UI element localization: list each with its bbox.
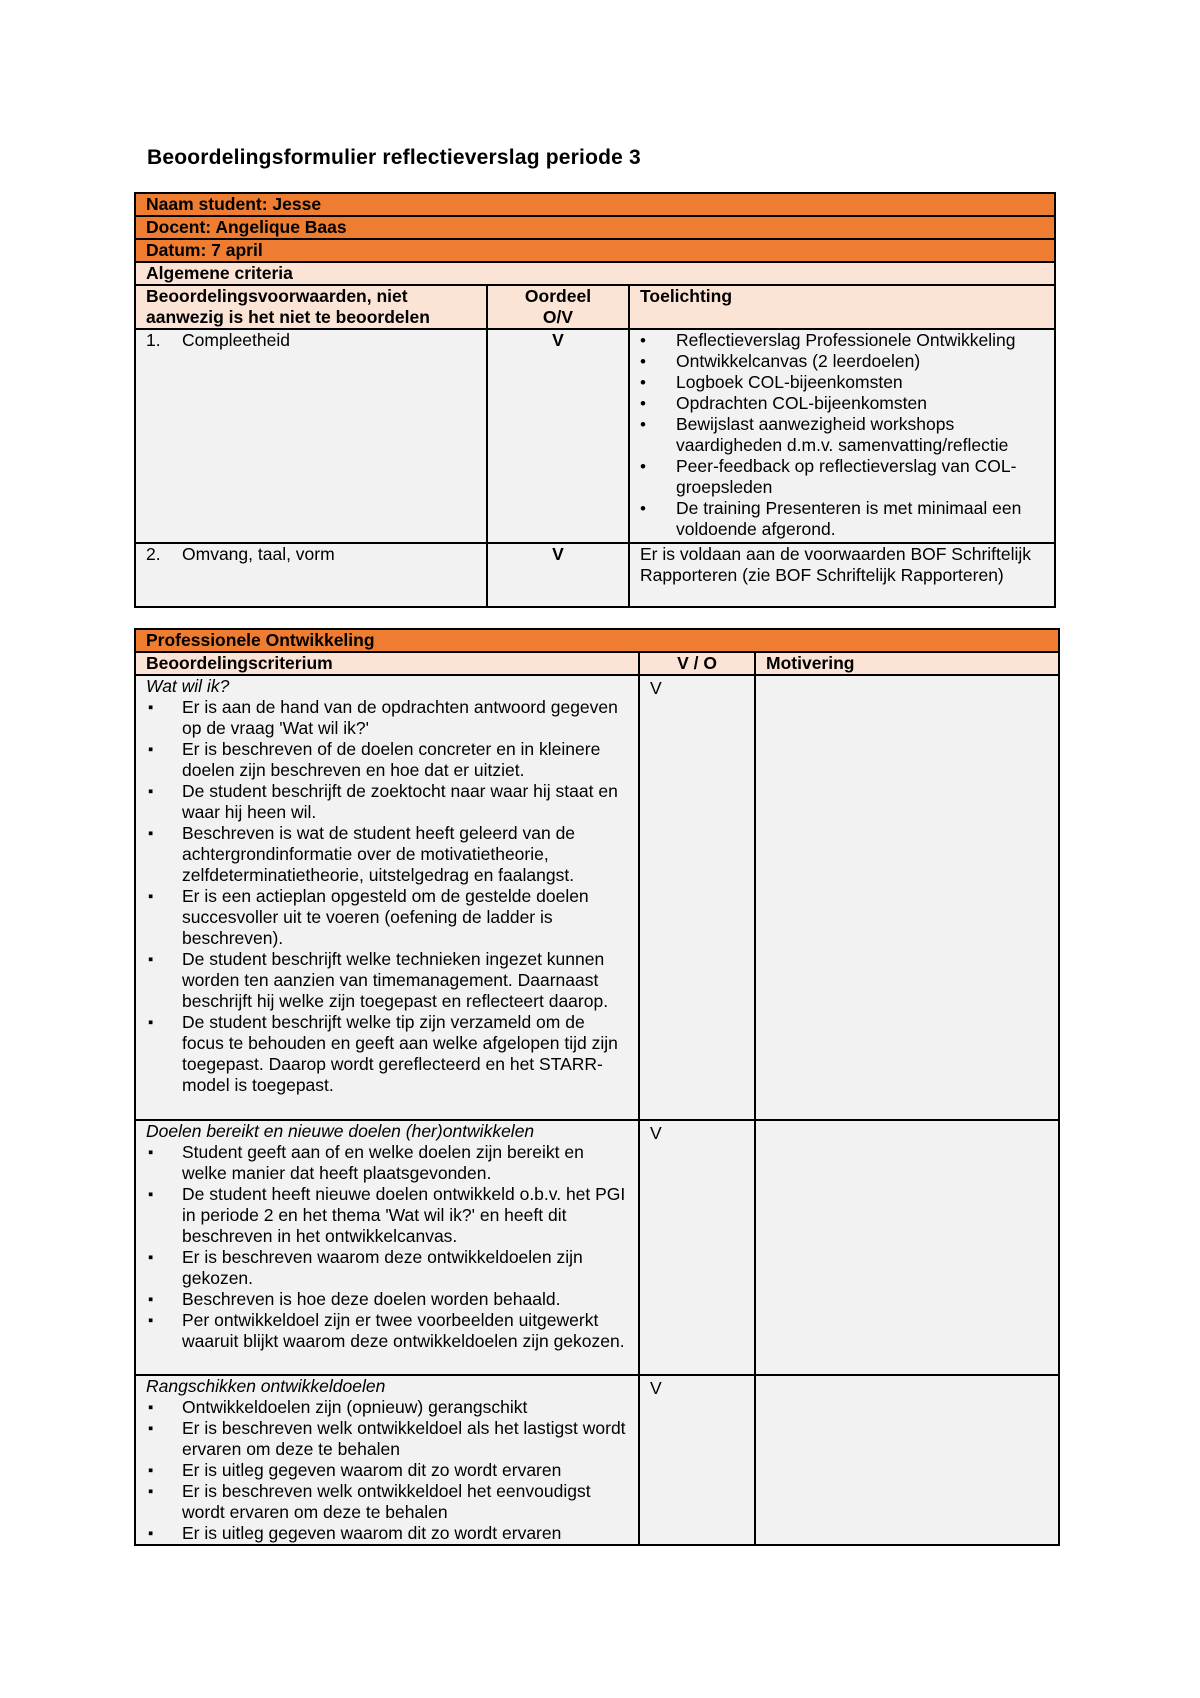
- explanation-text: Er is voldaan aan de voorwaarden BOF Schriftelijk Rapporteren (zie BOF Schriftelijk Rapporteren): [629, 543, 1055, 607]
- list-item: ▪ Er is uitleg gegeven waarom dit zo wordt ervaren: [146, 1523, 628, 1544]
- general-criteria-table: [134, 192, 1056, 608]
- motivation-cell: [755, 675, 1059, 1120]
- list-item: • Reflectieverslag Professionele Ontwikkeling: [640, 330, 1044, 351]
- criterion-section: [135, 1375, 639, 1545]
- list-item: • Opdrachten COL-bijeenkomsten: [640, 393, 1044, 414]
- explanation-cell: [629, 329, 1055, 543]
- list-item: ▪ Ontwikkeldoelen zijn (opnieuw) gerangschikt: [146, 1397, 628, 1418]
- list-item: ▪ Beschreven is hoe deze doelen worden behaald.: [146, 1289, 628, 1310]
- criterion-size-language-form: [135, 543, 487, 607]
- criterion-list: [146, 1142, 628, 1352]
- score-value: V: [639, 675, 755, 1120]
- student-name: Naam student: Jesse: [135, 193, 1055, 216]
- professional-development-table: [134, 628, 1060, 1546]
- date-row: [135, 239, 1055, 262]
- criterion-label: Omvang, taal, vorm: [182, 544, 335, 564]
- list-item: • Logboek COL-bijeenkomsten: [640, 372, 1044, 393]
- completeness-list: [640, 330, 1044, 540]
- general-heading-row: [135, 262, 1055, 285]
- col-header-motivation: Motivering: [755, 652, 1059, 675]
- criterion-completeness: [135, 329, 487, 543]
- assessment-date: Datum: 7 april: [135, 239, 1055, 262]
- list-item: ▪ Er is beschreven waarom deze ontwikkeldoelen zijn gekozen.: [146, 1247, 628, 1289]
- list-item: ▪ Beschreven is wat de student heeft geleerd van de achtergrondinformatie over de motivatietheorie, zelfdeterminatietheorie, uitstelgedrag en faalangst.: [146, 823, 628, 886]
- table-row: [135, 1120, 1059, 1375]
- general-column-headers: [135, 285, 1055, 329]
- criterion-label: Compleetheid: [182, 330, 290, 350]
- list-item: ▪ Student geeft aan of en welke doelen zijn bereikt en welke manier dat heeft plaatsgevonden.: [146, 1142, 628, 1184]
- docent-name: Docent: Angelique Baas: [135, 216, 1055, 239]
- criterion-section: [135, 675, 639, 1120]
- list-item: ▪ De student beschrijft welke tip zijn verzameld om de focus te behouden en geeft aan welke afgelopen tijd zijn toegepast. Daarop wordt gereflecteerd en het STARR-model is toegepast.: [146, 1012, 628, 1096]
- docent-row: [135, 216, 1055, 239]
- table-row: [135, 543, 1055, 607]
- list-item: • Bewijslast aanwezigheid workshops vaardigheden d.m.v. samenvatting/reflectie: [640, 414, 1044, 456]
- list-item: ▪ Er is beschreven of de doelen concreter en in kleinere doelen zijn beschreven en hoe dat er uitziet.: [146, 739, 628, 781]
- table-row: [135, 675, 1059, 1120]
- list-item: ▪ De student beschrijft welke technieken ingezet kunnen worden ten aanzien van timemanagement. Daarnaast beschrijft hij welke zijn toegepast en reflecteert daarop.: [146, 949, 628, 1012]
- col-header-criterion: Beoordelingscriterium: [135, 652, 639, 675]
- list-item: • Ontwikkelcanvas (2 leerdoelen): [640, 351, 1044, 372]
- judgement-value: V: [487, 329, 629, 543]
- table-row: [135, 329, 1055, 543]
- list-item: ▪ Er is een actieplan opgesteld om de gestelde doelen succesvoller uit te voeren (oefening de ladder is beschreven).: [146, 886, 628, 949]
- criterion-number: 2.: [146, 544, 161, 564]
- col-header-score: V / O: [639, 652, 755, 675]
- motivation-cell: [755, 1375, 1059, 1545]
- list-item: ▪ De student heeft nieuwe doelen ontwikkeld o.b.v. het PGI in periode 2 en het thema 'Wat wil ik?' en heeft dit beschreven in het ontwikkelcanvas.: [146, 1184, 628, 1247]
- list-item: • Peer-feedback op reflectieverslag van COL-groepsleden: [640, 456, 1044, 498]
- table-row: [135, 1375, 1059, 1545]
- criterion-number: 1.: [146, 330, 161, 350]
- col-header-explanation: Toelichting: [629, 285, 1055, 329]
- list-item: ▪ Er is aan de hand van de opdrachten antwoord gegeven op de vraag 'Wat wil ik?': [146, 697, 628, 739]
- col-header-conditions: Beoordelingsvoorwaarden, niet aanwezig is het niet te beoordelen: [135, 285, 487, 329]
- judgement-value: V: [487, 543, 629, 607]
- professional-heading: Professionele Ontwikkeling: [135, 629, 1059, 652]
- page-title: Beoordelingsformulier reflectieverslag periode 3: [147, 146, 641, 169]
- score-value: V: [639, 1375, 755, 1545]
- general-criteria-heading: Algemene criteria: [135, 262, 1055, 285]
- professional-column-headers: [135, 652, 1059, 675]
- professional-heading-row: [135, 629, 1059, 652]
- list-item: ▪ De student beschrijft de zoektocht naar waar hij staat en waar hij heen wil.: [146, 781, 628, 823]
- list-item: • De training Presenteren is met minimaal een voldoende afgerond.: [640, 498, 1044, 540]
- student-row: [135, 193, 1055, 216]
- list-item: ▪ Per ontwikkeldoel zijn er twee voorbeelden uitgewerkt waaruit blijkt waarom deze ontwikkeldoelen zijn gekozen.: [146, 1310, 628, 1352]
- section-heading: Doelen bereikt en nieuwe doelen (her)ontwikkelen: [146, 1121, 535, 1141]
- list-item: ▪ Er is beschreven welk ontwikkeldoel het eenvoudigst wordt ervaren om deze te behalen: [146, 1481, 628, 1523]
- criterion-section: [135, 1120, 639, 1375]
- list-item: ▪ Er is beschreven welk ontwikkeldoel als het lastigst wordt ervaren om deze te behalen: [146, 1418, 628, 1460]
- score-value: V: [639, 1120, 755, 1375]
- criterion-list: [146, 1397, 628, 1544]
- section-heading: Rangschikken ontwikkeldoelen: [146, 1376, 386, 1396]
- col-header-judgement: Oordeel O/V: [487, 285, 629, 329]
- criterion-list: [146, 697, 628, 1096]
- motivation-cell: [755, 1120, 1059, 1375]
- list-item: ▪ Er is uitleg gegeven waarom dit zo wordt ervaren: [146, 1460, 628, 1481]
- section-heading: Wat wil ik?: [146, 676, 230, 696]
